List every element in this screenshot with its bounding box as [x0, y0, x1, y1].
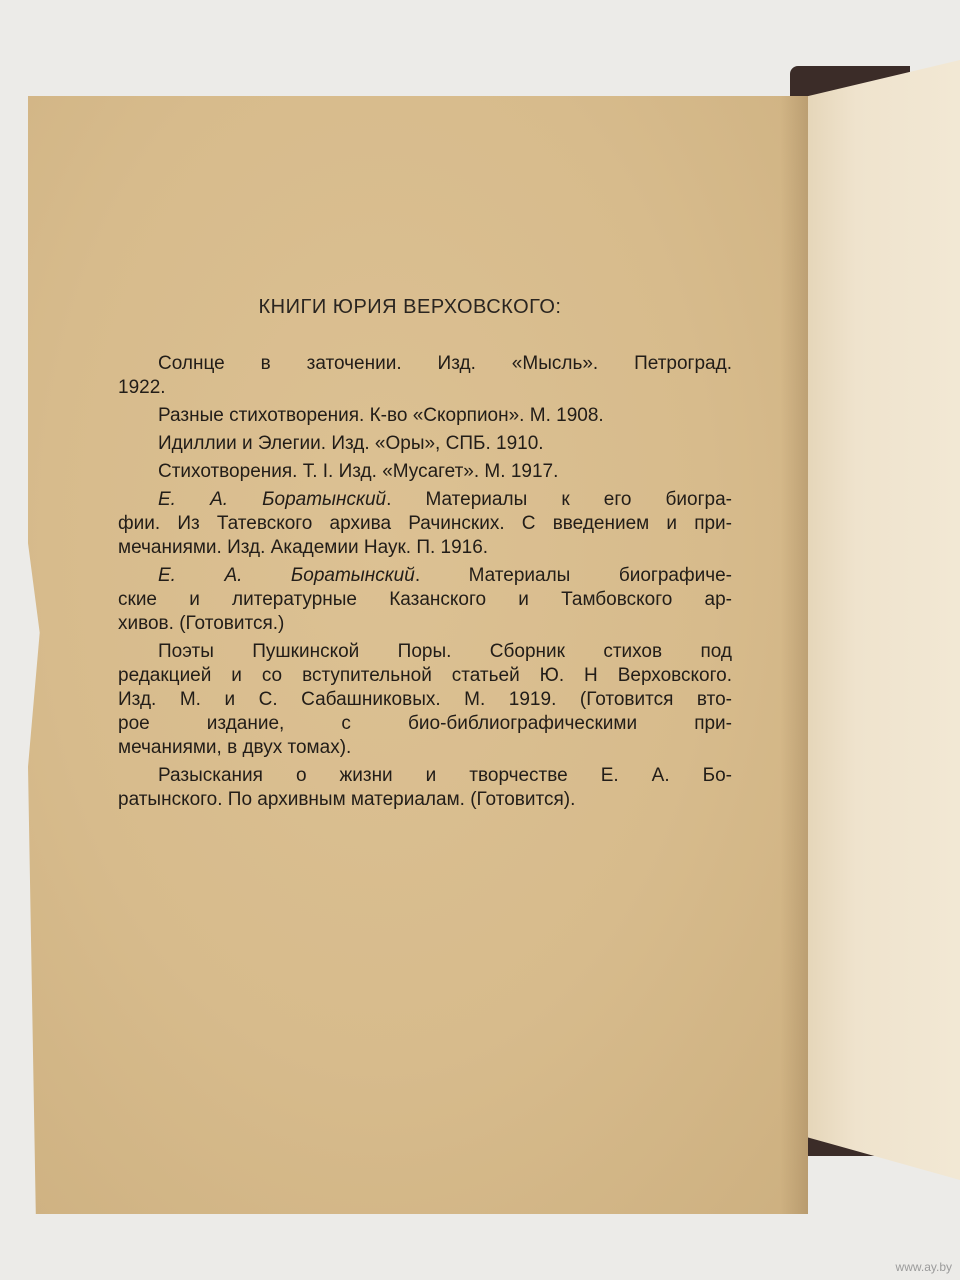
author-name: Е. А. Боратынский	[158, 489, 387, 510]
entry-line: Разные стихотворения. К-во «Скорпион». М. 1908.	[158, 405, 604, 426]
author-name: Е. А. Боратынский	[158, 565, 415, 586]
entry-line: мечаниями. Изд. Академии Наук. П. 1916.	[118, 537, 489, 558]
bibliography-list	[118, 352, 732, 816]
entry-text: . Материалы к его биогра-	[386, 489, 733, 510]
entry-line: редакцией и со вступительной статьей Ю. Н Верховского.	[118, 665, 732, 686]
entry-line: рое издание, с био-библиографическими при-	[118, 713, 732, 734]
entry-line: мечаниями, в двух томах).	[118, 737, 352, 758]
entry-line: Стихотворения. Т. I. Изд. «Мусагет». М. 1917.	[158, 461, 559, 482]
entry-line: Изд. М. и С. Сабашниковых. М. 1919. (Готовится вто-	[118, 689, 732, 710]
entry-line: хивов. (Готовится.)	[118, 613, 285, 634]
entry-line: Разыскания о жизни и творчестве Е. А. Бо-	[158, 765, 732, 786]
entry-line: 1922.	[118, 377, 166, 398]
entry-line: Поэты Пушкинской Поры. Сборник стихов под	[158, 641, 732, 662]
bibliography-entry	[118, 404, 732, 428]
page-heading: КНИГИ ЮРИЯ ВЕРХОВСКОГО:	[258, 296, 562, 318]
bibliography-entry	[118, 764, 732, 812]
entry-line: Идиллии и Элегии. Изд. «Оры», СПБ. 1910.	[158, 433, 544, 454]
entry-line: ские и литературные Казанского и Тамбовского ар-	[118, 589, 732, 610]
bibliography-entry	[118, 352, 732, 400]
entry-line: фии. Из Татевского архива Рачинских. С введением и при-	[118, 513, 732, 534]
entry-line	[118, 488, 732, 512]
entry-line: Солнце в заточении. Изд. «Мысль». Петроград.	[158, 353, 732, 374]
entry-text: . Материалы биографиче-	[414, 565, 732, 586]
bibliography-entry	[118, 564, 732, 636]
bibliography-entry	[118, 460, 732, 484]
page-shadow	[780, 96, 808, 1214]
bibliography-entry	[118, 640, 732, 760]
watermark: www.ay.by	[895, 1260, 952, 1274]
bibliography-entry	[118, 432, 732, 456]
entry-line: ратынского. По архивным материалам. (Готовится).	[118, 789, 576, 810]
entry-line	[118, 564, 732, 588]
bibliography-entry	[118, 488, 732, 560]
endpaper	[800, 60, 960, 1180]
